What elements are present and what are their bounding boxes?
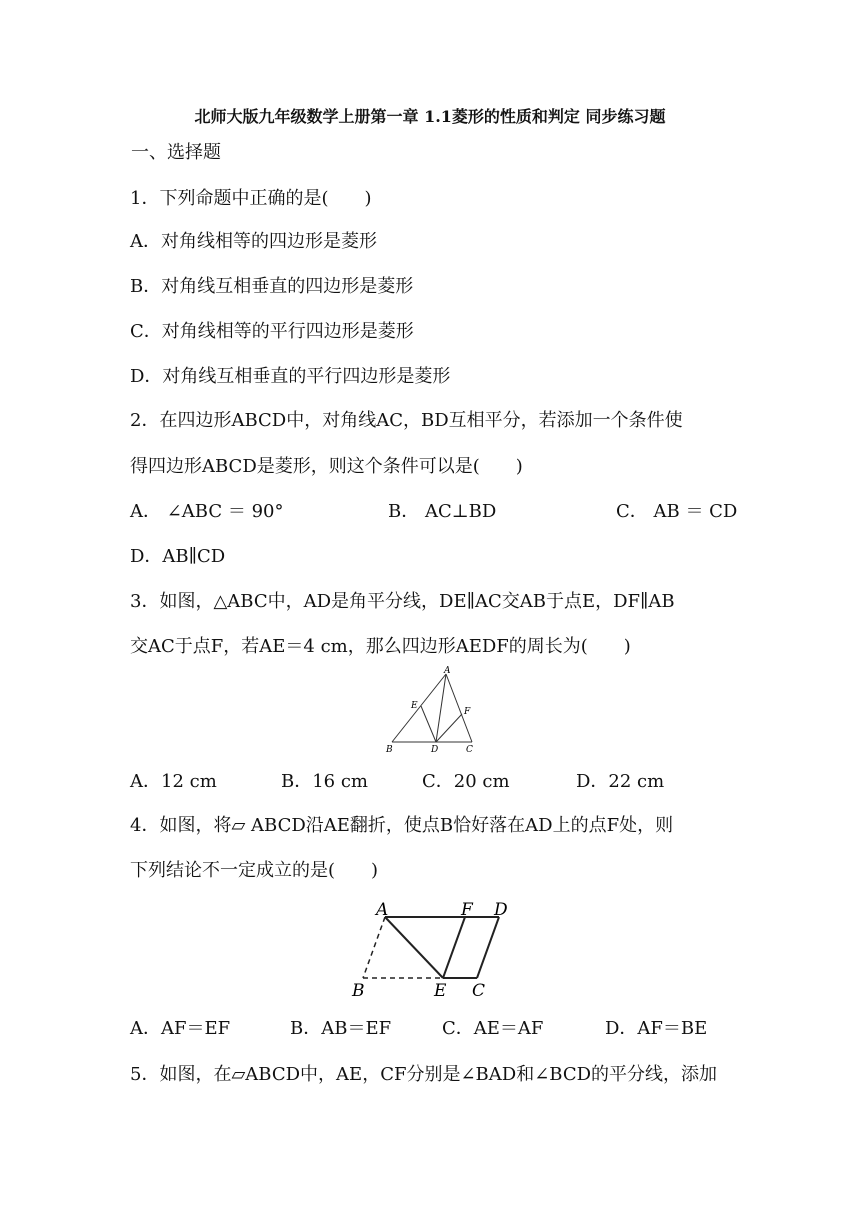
q1-option-a: A．对角线相等的四边形是菱形	[130, 231, 377, 252]
q4-label-c: C	[472, 981, 486, 1001]
q1-option-c: C．对角线相等的平行四边形是菱形	[130, 321, 414, 342]
q4-label-d: D	[494, 900, 508, 920]
q5-stem-line1: 5．如图，在▱ABCD中，AE，CF分别是∠BAD和∠BCD的平分线，添加	[130, 1064, 718, 1085]
q4-stem-line1: 4．如图，将▱ ABCD沿AE翻折，使点B恰好落在AD上的点F处，则	[130, 815, 674, 836]
q4-stem-line2: 下列结论不一定成立的是( )	[130, 860, 379, 881]
q3-option-c: C．20 cm	[422, 771, 510, 792]
q2-option-b: B． AC⊥BD	[388, 501, 497, 522]
q4-label-e: E	[434, 981, 447, 1001]
q1-stem: 1．下列命题中正确的是( )	[130, 188, 372, 209]
q3-label-b: B	[386, 745, 393, 755]
q3-option-b: B．16 cm	[281, 771, 369, 792]
q3-stem-line1: 3．如图，△ABC中，AD是角平分线，DE∥AC交AB于点E，DF∥AB	[130, 591, 675, 612]
q3-label-d: D	[431, 745, 439, 755]
q2-option-c: C． AB ＝ CD	[616, 501, 738, 522]
q2-stem-line1: 2．在四边形ABCD中，对角线AC，BD互相平分，若添加一个条件使	[130, 410, 683, 431]
q2-option-d: D．AB∥CD	[130, 546, 226, 567]
q2-option-a: A． ∠ABC ＝ 90°	[130, 501, 284, 522]
q3-triangle-figure	[380, 664, 480, 756]
q4-label-a: A	[376, 900, 389, 920]
q4-label-f: F	[461, 900, 473, 920]
q4-option-c: C．AE＝AF	[442, 1018, 544, 1039]
q3-label-c: C	[466, 745, 473, 755]
q3-option-d: D．22 cm	[576, 771, 665, 792]
q3-label-e: E	[411, 701, 418, 711]
worksheet-title: 北师大版九年级数学上册第一章 1.1菱形的性质和判定 同步练习题	[194, 107, 666, 126]
q4-label-b: B	[352, 981, 365, 1001]
q3-stem-line2: 交AC于点F，若AE＝4 cm，那么四边形AEDF的周长为( )	[130, 636, 631, 657]
q3-option-a: A．12 cm	[130, 771, 217, 792]
q1-option-d: D．对角线互相垂直的平行四边形是菱形	[130, 366, 451, 387]
section-heading: 一、选择题	[131, 142, 221, 163]
q4-option-a: A．AF＝EF	[130, 1018, 231, 1039]
q4-option-d: D．AF＝BE	[605, 1018, 708, 1039]
q4-option-b: B．AB＝EF	[290, 1018, 392, 1039]
q3-label-f: F	[464, 707, 471, 717]
q3-label-a: A	[444, 666, 451, 676]
q2-stem-line2: 得四边形ABCD是菱形，则这个条件可以是( )	[130, 456, 523, 477]
q1-option-b: B．对角线互相垂直的四边形是菱形	[130, 276, 414, 297]
q4-parallelogram-figure	[344, 896, 520, 1002]
